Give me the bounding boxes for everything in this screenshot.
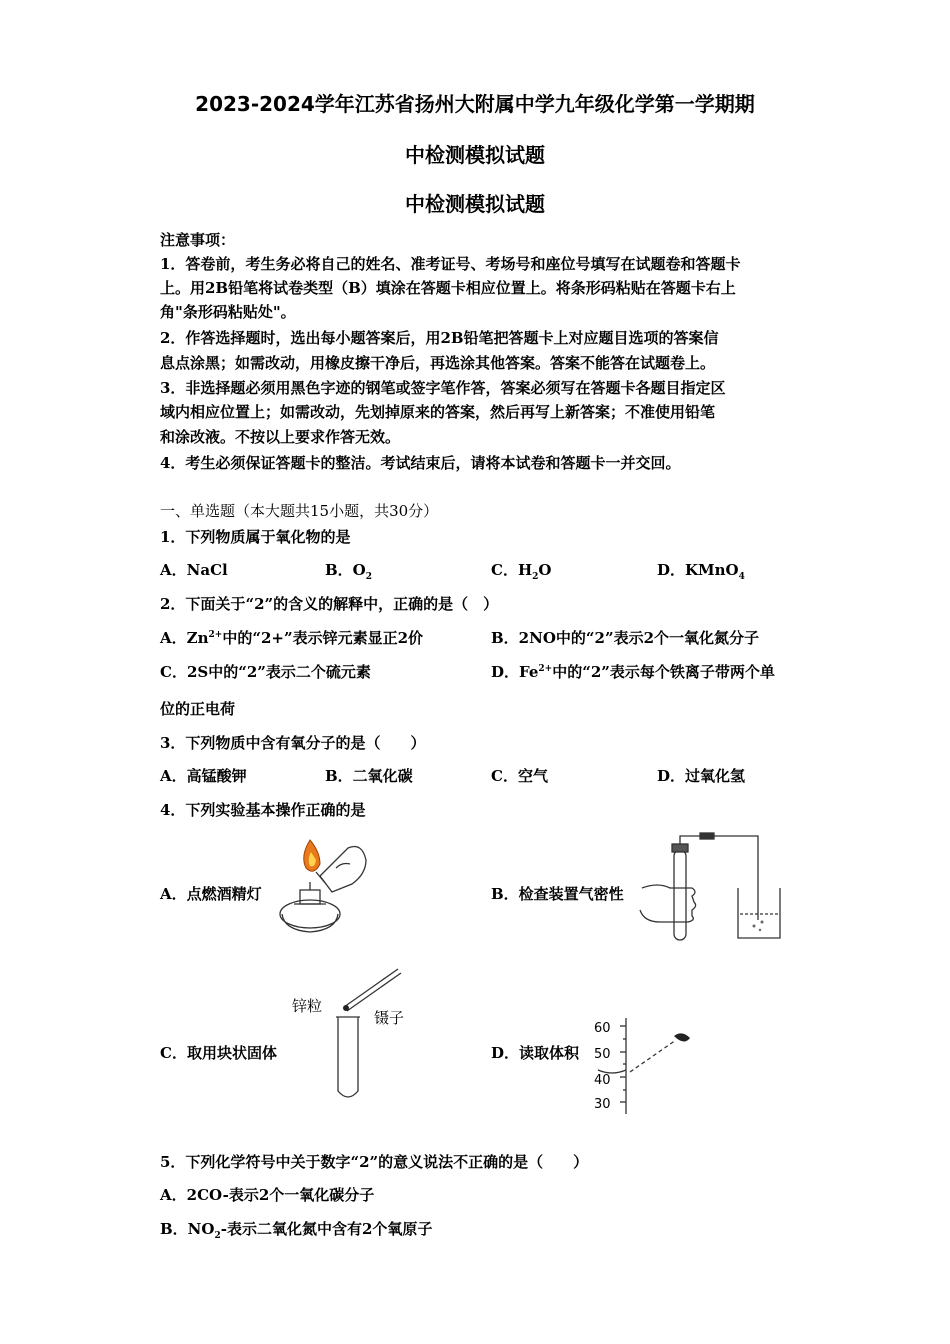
- q2-option-d-cont: 位的正电荷: [160, 700, 236, 718]
- q4-option-a: A．点燃酒精灯: [160, 885, 262, 903]
- label-zinc: 锌粒: [292, 997, 323, 1015]
- q2-option-d: D．$Fe^{2+}$中的“2”表示每个铁离子带两个单: [491, 663, 775, 681]
- fig-solid-tweezers: [290, 963, 410, 1103]
- notice-heading: 注意事项：: [160, 231, 236, 249]
- tick-50: 50: [594, 1047, 611, 1062]
- q5-stem: 5．下列化学符号中关于数字“2”的意义说法不正确的是（ ）: [160, 1153, 589, 1171]
- q2-option-b: B．2NO中的“2”表示2个一氧化氮分子: [491, 629, 760, 647]
- tick-30: 30: [594, 1097, 611, 1112]
- q4-option-d: D．读取体积: [491, 1044, 580, 1062]
- notice-line: 2．作答选择题时，选出每小题答案后，用2B铅笔把答题卡上对应题目选项的答案信: [160, 329, 719, 347]
- label-tweezers: 镊子: [374, 1009, 405, 1027]
- notice-line: 1．答卷前，考生务必将自己的姓名、准考证号、考场号和座位号填写在试题卷和答题卡: [160, 255, 741, 273]
- q1-option-d: D．KMnO$_4$: [657, 561, 745, 582]
- notice-line: 域内相应位置上；如需改动，先划掉原来的答案，然后再写上新答案；不准使用铅笔: [160, 403, 716, 421]
- q1-option-b: B．$O_2$: [325, 561, 373, 582]
- page-title-line1: 2023-2024学年江苏省扬州大附属中学九年级化学第一学期期: [195, 92, 755, 116]
- q2-stem: 2．下面关于“2”的含义的解释中，正确的是（ ）: [160, 595, 499, 613]
- tick-60: 60: [594, 1021, 611, 1036]
- notice-line: 和涂改液。不按以上要求作答无效。: [160, 428, 401, 446]
- q3-option-d: D．过氧化氢: [657, 767, 746, 785]
- notice-line: 息点涂黑；如需改动，用橡皮擦干净后，再选涂其他答案。答案不能答在试题卷上。: [160, 354, 716, 372]
- q3-option-a: A．高锰酸钾: [160, 767, 247, 785]
- q3-option-c: C．空气: [491, 767, 548, 785]
- q1-stem: 1．下列物质属于氧化物的是: [160, 528, 351, 546]
- q5-option-b: B．$NO_2-$表示二氧化氮中含有2个氧原子: [160, 1220, 433, 1241]
- q4-option-b: B．检查装置气密性: [491, 885, 624, 903]
- q3-stem: 3．下列物质中含有氧分子的是（ ）: [160, 734, 426, 752]
- q4-option-c: C．取用块状固体: [160, 1044, 277, 1062]
- notice-line: 上。用2B铅笔将试卷类型（B）填涂在答题卡相应位置上。将条形码粘贴在答题卡右上: [160, 279, 736, 297]
- fig-airtightness: [636, 830, 786, 944]
- notice-line: 3．非选择题必须用黑色字迹的钢笔或签字笔作答，答案必须写在答题卡各题目指定区: [160, 379, 726, 397]
- fig-alcohol-lamp: [270, 832, 380, 940]
- q4-stem: 4．下列实验基本操作正确的是: [160, 801, 366, 819]
- fig-cylinder-reading: [590, 1014, 700, 1118]
- q3-option-b: B．二氧化碳: [325, 767, 413, 785]
- q1-option-c: C．$H_2O$: [491, 561, 552, 582]
- q5-option-a: A．2CO-表示2个一氧化碳分子: [160, 1186, 375, 1204]
- section-heading: 一、单选题（本大题共15小题，共30分）: [160, 502, 439, 520]
- page-title-line3: 中检测模拟试题: [405, 192, 545, 216]
- q1-option-a: A．NaCl: [160, 561, 228, 579]
- page-title-line2: 中检测模拟试题: [405, 143, 545, 167]
- tick-40: 40: [594, 1073, 611, 1088]
- q2-option-a: A．$Zn^{2+}$中的“2+”表示锌元素显正2价: [160, 629, 424, 647]
- q2-option-c: C．2S中的“2”表示二个硫元素: [160, 663, 371, 681]
- notice-line: 角"条形码粘贴处"。: [160, 303, 296, 321]
- notice-line: 4．考生必须保证答题卡的整洁。考试结束后，请将本试卷和答题卡一并交回。: [160, 454, 681, 472]
